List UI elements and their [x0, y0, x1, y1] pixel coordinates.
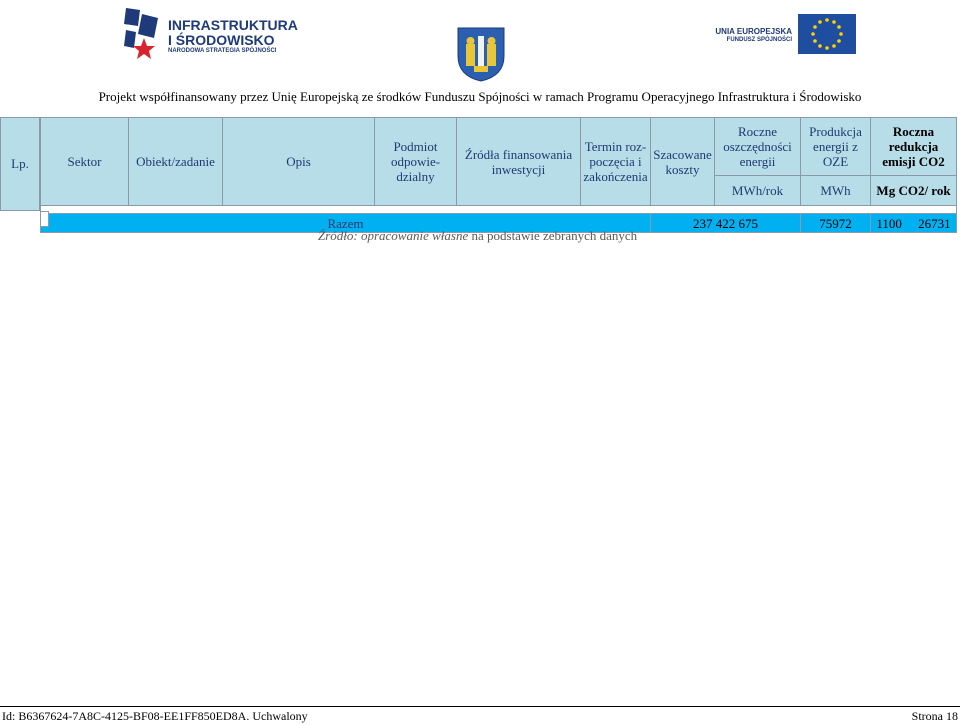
footer-divider [0, 706, 960, 707]
summary-koszty: 237 422 675 [651, 214, 801, 233]
unit-redukcja: Mg CO2/ rok [871, 176, 957, 206]
header-podmiot: Podmiot odpowie-dzialny [375, 118, 457, 206]
summary-label: Razem [41, 214, 651, 233]
header-opis: Opis [223, 118, 375, 206]
summary-oszczednosci: 75972 [801, 214, 871, 233]
ifs-logo-mark-icon [122, 4, 162, 60]
summary-produkcja-redukcja [871, 214, 957, 233]
ifs-line2: I ŚRODOWISKO [168, 32, 275, 48]
source-italic: Źródło: opracowanie własne [318, 228, 469, 243]
eu-flag-icon [798, 14, 856, 54]
ifs-line1: INFRASTRUKTURA [168, 17, 298, 33]
city-crest-icon [456, 26, 506, 82]
footer-document-id: Id: B6367624-7A8C-4125-BF08-EE1FF850ED8A. Uchwalony [2, 709, 308, 723]
eu-logo-text [714, 27, 792, 45]
logo-bar [0, 0, 960, 86]
header-produkcja: Produkcja energii z OZE [801, 118, 871, 176]
header-termin: Termin roz-poczęcia i zakończenia [581, 118, 651, 206]
header-lp: Lp. [0, 117, 40, 211]
table-blank-row [41, 206, 957, 214]
ifs-logo [122, 4, 298, 62]
ifs-logo-text [168, 18, 298, 48]
eu-logo [714, 14, 864, 56]
header-redukcja: Roczna redukcja emisji CO2 [871, 118, 957, 176]
unit-oszczednosci: MWh/rok [715, 176, 801, 206]
eu-line1: UNIA EUROPEJSKA [715, 27, 792, 36]
header-zrodla: Źródła finansowania inwestycji [457, 118, 581, 206]
summary-produkcja: 1100 [876, 215, 902, 231]
header-obiekt: Obiekt/zadanie [129, 118, 223, 206]
source-rest: na podstawie zebranych danych [468, 228, 638, 243]
unit-produkcja: MWh [801, 176, 871, 206]
project-cofinancing-line: Projekt współfinansowany przez Unię Europejską ze środków Funduszu Spójności w ramach Programu Operacyjnego Infrastruktura i Środowisko [98, 89, 862, 104]
row-marker-cell [40, 211, 49, 227]
table-header-row [41, 118, 957, 176]
blank-cell [41, 206, 957, 214]
investment-table [40, 117, 957, 233]
header-oszczednosci: Roczne oszczędności energii [715, 118, 801, 176]
footer-page-number: Strona 18 [911, 709, 958, 723]
header-koszty: Szacowane koszty [651, 118, 715, 206]
summary-redukcja: 26731 [918, 215, 951, 231]
ifs-sub-text: NARODOWA STRATEGIA SPÓJNOŚCI [168, 48, 277, 54]
eu-line2: FUNDUSZ SPÓJNOŚCI [726, 37, 792, 43]
source-note [318, 228, 637, 244]
header-sektor: Sektor [41, 118, 129, 206]
